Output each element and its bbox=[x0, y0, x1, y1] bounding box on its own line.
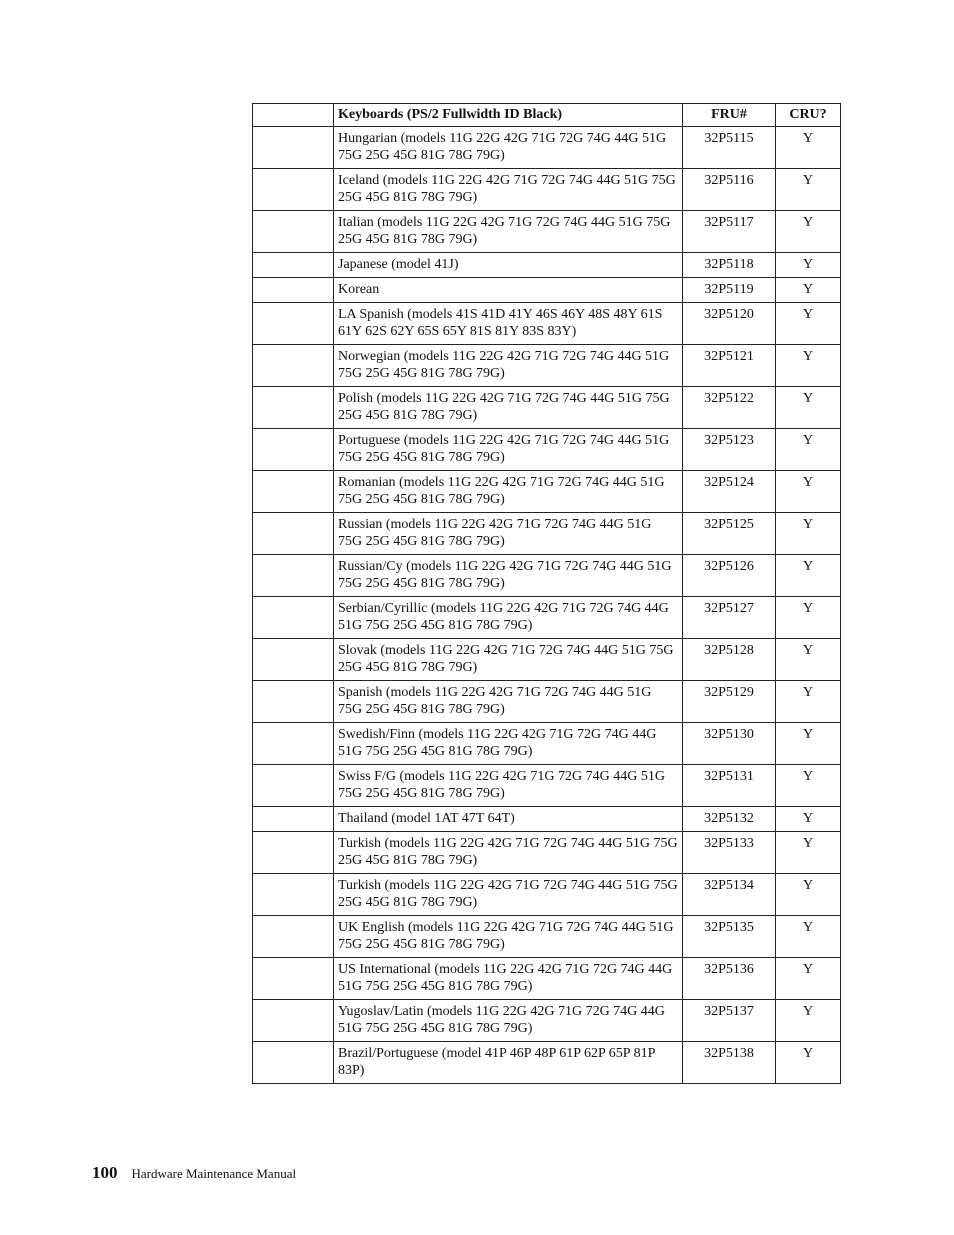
row-cru: Y bbox=[776, 1042, 841, 1084]
row-fru: 32P5126 bbox=[683, 555, 776, 597]
row-description: Polish (models 11G 22G 42G 71G 72G 74G 44G 51G 75G 25G 45G 81G 78G 79G) bbox=[334, 387, 683, 429]
row-index-cell bbox=[253, 169, 334, 211]
table-row bbox=[253, 958, 841, 1000]
row-cru: Y bbox=[776, 471, 841, 513]
table-row bbox=[253, 765, 841, 807]
row-cru: Y bbox=[776, 832, 841, 874]
row-description: Spanish (models 11G 22G 42G 71G 72G 74G 44G 51G 75G 25G 45G 81G 78G 79G) bbox=[334, 681, 683, 723]
row-fru: 32P5115 bbox=[683, 127, 776, 169]
table-row bbox=[253, 387, 841, 429]
row-fru: 32P5123 bbox=[683, 429, 776, 471]
row-cru: Y bbox=[776, 127, 841, 169]
row-cru: Y bbox=[776, 958, 841, 1000]
row-fru: 32P5120 bbox=[683, 303, 776, 345]
row-fru: 32P5121 bbox=[683, 345, 776, 387]
manual-title: Hardware Maintenance Manual bbox=[131, 1166, 297, 1181]
row-cru: Y bbox=[776, 303, 841, 345]
table-row bbox=[253, 681, 841, 723]
header-fru: FRU# bbox=[683, 104, 776, 127]
page-number: 100 bbox=[92, 1163, 118, 1182]
table-row bbox=[253, 1042, 841, 1084]
table-row bbox=[253, 429, 841, 471]
table-row bbox=[253, 1000, 841, 1042]
row-fru: 32P5129 bbox=[683, 681, 776, 723]
row-cru: Y bbox=[776, 874, 841, 916]
row-cru: Y bbox=[776, 345, 841, 387]
row-description: Portuguese (models 11G 22G 42G 71G 72G 74G 44G 51G 75G 25G 45G 81G 78G 79G) bbox=[334, 429, 683, 471]
row-description: US International (models 11G 22G 42G 71G 72G 74G 44G 51G 75G 25G 45G 81G 78G 79G) bbox=[334, 958, 683, 1000]
row-fru: 32P5135 bbox=[683, 916, 776, 958]
row-fru: 32P5119 bbox=[683, 278, 776, 303]
table-row bbox=[253, 723, 841, 765]
row-cru: Y bbox=[776, 681, 841, 723]
row-description: Norwegian (models 11G 22G 42G 71G 72G 74G 44G 51G 75G 25G 45G 81G 78G 79G) bbox=[334, 345, 683, 387]
row-cru: Y bbox=[776, 211, 841, 253]
table-row bbox=[253, 253, 841, 278]
row-cru: Y bbox=[776, 597, 841, 639]
row-index-cell bbox=[253, 513, 334, 555]
row-cru: Y bbox=[776, 916, 841, 958]
row-description: Slovak (models 11G 22G 42G 71G 72G 74G 44G 51G 75G 25G 45G 81G 78G 79G) bbox=[334, 639, 683, 681]
row-index-cell bbox=[253, 345, 334, 387]
row-cru: Y bbox=[776, 807, 841, 832]
row-fru: 32P5136 bbox=[683, 958, 776, 1000]
row-cru: Y bbox=[776, 1000, 841, 1042]
row-cru: Y bbox=[776, 513, 841, 555]
table-row bbox=[253, 807, 841, 832]
row-index-cell bbox=[253, 916, 334, 958]
row-index-cell bbox=[253, 874, 334, 916]
row-description: LA Spanish (models 41S 41D 41Y 46S 46Y 48S 48Y 61S 61Y 62S 62Y 65S 65Y 81S 81Y 83S 83Y) bbox=[334, 303, 683, 345]
row-cru: Y bbox=[776, 555, 841, 597]
table-row bbox=[253, 169, 841, 211]
row-cru: Y bbox=[776, 429, 841, 471]
row-index-cell bbox=[253, 429, 334, 471]
row-description: Thailand (model 1AT 47T 64T) bbox=[334, 807, 683, 832]
table-row bbox=[253, 916, 841, 958]
table-row bbox=[253, 639, 841, 681]
table-header-row bbox=[253, 104, 841, 127]
row-fru: 32P5117 bbox=[683, 211, 776, 253]
table-row bbox=[253, 345, 841, 387]
header-cru: CRU? bbox=[776, 104, 841, 127]
row-fru: 32P5137 bbox=[683, 1000, 776, 1042]
row-description: Turkish (models 11G 22G 42G 71G 72G 74G 44G 51G 75G 25G 45G 81G 78G 79G) bbox=[334, 832, 683, 874]
table-row bbox=[253, 832, 841, 874]
row-description: UK English (models 11G 22G 42G 71G 72G 74G 44G 51G 75G 25G 45G 81G 78G 79G) bbox=[334, 916, 683, 958]
row-description: Hungarian (models 11G 22G 42G 71G 72G 74G 44G 51G 75G 25G 45G 81G 78G 79G) bbox=[334, 127, 683, 169]
table-row bbox=[253, 555, 841, 597]
row-index-cell bbox=[253, 597, 334, 639]
row-description: Swedish/Finn (models 11G 22G 42G 71G 72G 74G 44G 51G 75G 25G 45G 81G 78G 79G) bbox=[334, 723, 683, 765]
row-index-cell bbox=[253, 211, 334, 253]
row-cru: Y bbox=[776, 169, 841, 211]
header-description: Keyboards (PS/2 Fullwidth ID Black) bbox=[334, 104, 683, 127]
row-cru: Y bbox=[776, 387, 841, 429]
row-index-cell bbox=[253, 1042, 334, 1084]
row-description: Romanian (models 11G 22G 42G 71G 72G 74G 44G 51G 75G 25G 45G 81G 78G 79G) bbox=[334, 471, 683, 513]
row-index-cell bbox=[253, 278, 334, 303]
table-row bbox=[253, 874, 841, 916]
table-row bbox=[253, 278, 841, 303]
row-fru: 32P5134 bbox=[683, 874, 776, 916]
row-fru: 32P5124 bbox=[683, 471, 776, 513]
row-description: Korean bbox=[334, 278, 683, 303]
row-fru: 32P5132 bbox=[683, 807, 776, 832]
row-fru: 32P5118 bbox=[683, 253, 776, 278]
row-cru: Y bbox=[776, 765, 841, 807]
row-fru: 32P5122 bbox=[683, 387, 776, 429]
row-description: Russian (models 11G 22G 42G 71G 72G 74G 44G 51G 75G 25G 45G 81G 78G 79G) bbox=[334, 513, 683, 555]
row-index-cell bbox=[253, 127, 334, 169]
row-description: Russian/Cy (models 11G 22G 42G 71G 72G 74G 44G 51G 75G 25G 45G 81G 78G 79G) bbox=[334, 555, 683, 597]
row-index-cell bbox=[253, 681, 334, 723]
row-description: Yugoslav/Latin (models 11G 22G 42G 71G 72G 74G 44G 51G 75G 25G 45G 81G 78G 79G) bbox=[334, 1000, 683, 1042]
row-index-cell bbox=[253, 303, 334, 345]
page-footer bbox=[92, 1163, 296, 1183]
row-index-cell bbox=[253, 832, 334, 874]
row-cru: Y bbox=[776, 639, 841, 681]
row-fru: 32P5131 bbox=[683, 765, 776, 807]
row-index-cell bbox=[253, 958, 334, 1000]
table-row bbox=[253, 513, 841, 555]
row-fru: 32P5116 bbox=[683, 169, 776, 211]
row-description: Brazil/Portuguese (model 41P 46P 48P 61P 62P 65P 81P 83P) bbox=[334, 1042, 683, 1084]
row-fru: 32P5125 bbox=[683, 513, 776, 555]
table-row bbox=[253, 211, 841, 253]
row-fru: 32P5133 bbox=[683, 832, 776, 874]
parts-table bbox=[252, 103, 841, 1084]
header-index bbox=[253, 104, 334, 127]
row-fru: 32P5130 bbox=[683, 723, 776, 765]
row-index-cell bbox=[253, 471, 334, 513]
row-index-cell bbox=[253, 253, 334, 278]
row-index-cell bbox=[253, 765, 334, 807]
row-fru: 32P5128 bbox=[683, 639, 776, 681]
row-cru: Y bbox=[776, 723, 841, 765]
row-index-cell bbox=[253, 723, 334, 765]
row-fru: 32P5138 bbox=[683, 1042, 776, 1084]
table-row bbox=[253, 597, 841, 639]
table-row bbox=[253, 471, 841, 513]
row-fru: 32P5127 bbox=[683, 597, 776, 639]
row-index-cell bbox=[253, 555, 334, 597]
row-index-cell bbox=[253, 639, 334, 681]
row-index-cell bbox=[253, 1000, 334, 1042]
table-row bbox=[253, 303, 841, 345]
row-index-cell bbox=[253, 807, 334, 832]
row-cru: Y bbox=[776, 253, 841, 278]
row-description: Italian (models 11G 22G 42G 71G 72G 74G 44G 51G 75G 25G 45G 81G 78G 79G) bbox=[334, 211, 683, 253]
row-description: Serbian/Cyrillic (models 11G 22G 42G 71G 72G 74G 44G 51G 75G 25G 45G 81G 78G 79G) bbox=[334, 597, 683, 639]
row-description: Swiss F/G (models 11G 22G 42G 71G 72G 74G 44G 51G 75G 25G 45G 81G 78G 79G) bbox=[334, 765, 683, 807]
table-row bbox=[253, 127, 841, 169]
row-description: Turkish (models 11G 22G 42G 71G 72G 74G 44G 51G 75G 25G 45G 81G 78G 79G) bbox=[334, 874, 683, 916]
row-description: Japanese (model 41J) bbox=[334, 253, 683, 278]
row-description: Iceland (models 11G 22G 42G 71G 72G 74G 44G 51G 75G 25G 45G 81G 78G 79G) bbox=[334, 169, 683, 211]
row-index-cell bbox=[253, 387, 334, 429]
row-cru: Y bbox=[776, 278, 841, 303]
